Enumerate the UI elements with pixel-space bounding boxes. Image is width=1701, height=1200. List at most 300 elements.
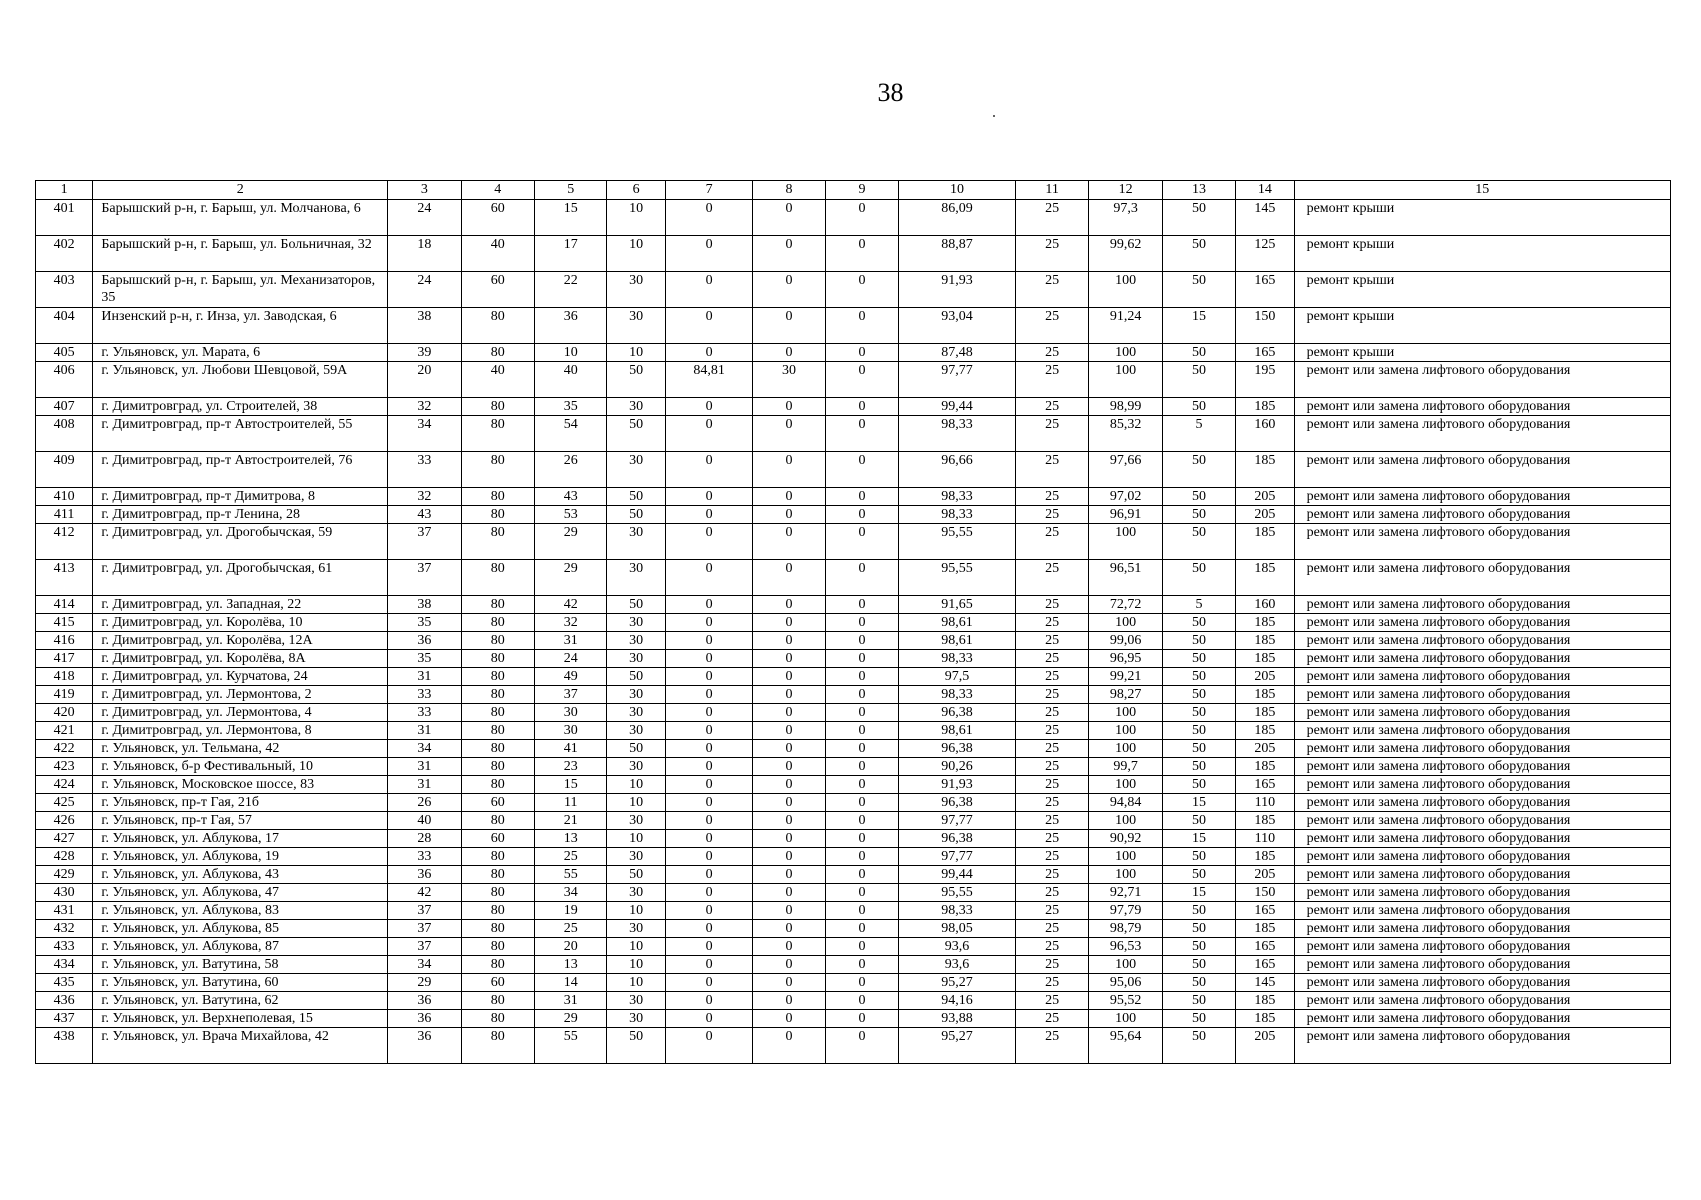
- cell-col-4: 80: [461, 1028, 534, 1064]
- cell-work-type: ремонт или замена лифтового оборудования: [1294, 686, 1670, 704]
- cell-col-9: 0: [825, 1010, 898, 1028]
- cell-col-11: 25: [1015, 632, 1088, 650]
- cell-col-6: 50: [607, 506, 665, 524]
- cell-col-3: 34: [388, 740, 461, 758]
- cell-address: г. Ульяновск, ул. Любови Шевцовой, 59А: [93, 362, 388, 398]
- cell-address: г. Ульяновск, ул. Ватутина, 60: [93, 974, 388, 992]
- cell-row-number: 412: [36, 524, 93, 560]
- cell-col-7: 0: [665, 668, 753, 686]
- cell-col-10: 98,33: [899, 506, 1016, 524]
- cell-col-4: 80: [461, 992, 534, 1010]
- cell-col-5: 36: [535, 308, 607, 344]
- cell-col-3: 31: [388, 758, 461, 776]
- cell-col-8: 0: [753, 830, 825, 848]
- cell-row-number: 423: [36, 758, 93, 776]
- cell-work-type: ремонт или замена лифтового оборудования: [1294, 884, 1670, 902]
- cell-col-14: 145: [1236, 974, 1294, 992]
- cell-col-7: 0: [665, 524, 753, 560]
- cell-col-5: 24: [535, 650, 607, 668]
- cell-col-5: 29: [535, 524, 607, 560]
- table-body: [36, 200, 1671, 1064]
- column-header-15: 15: [1294, 181, 1670, 200]
- cell-col-9: 0: [825, 974, 898, 992]
- cell-col-6: 50: [607, 362, 665, 398]
- cell-col-14: 185: [1236, 758, 1294, 776]
- cell-col-8: 0: [753, 704, 825, 722]
- cell-col-9: 0: [825, 506, 898, 524]
- cell-col-3: 24: [388, 272, 461, 308]
- cell-col-6: 30: [607, 1010, 665, 1028]
- cell-col-7: 0: [665, 992, 753, 1010]
- cell-col-14: 185: [1236, 722, 1294, 740]
- cell-col-8: 0: [753, 794, 825, 812]
- cell-col-9: 0: [825, 902, 898, 920]
- column-header-6: 6: [607, 181, 665, 200]
- cell-col-14: 205: [1236, 1028, 1294, 1064]
- table-row: [36, 686, 1671, 704]
- cell-col-7: 0: [665, 308, 753, 344]
- cell-col-4: 80: [461, 308, 534, 344]
- cell-row-number: 419: [36, 686, 93, 704]
- cell-col-6: 10: [607, 974, 665, 992]
- cell-col-9: 0: [825, 956, 898, 974]
- cell-row-number: 421: [36, 722, 93, 740]
- cell-col-10: 95,27: [899, 1028, 1016, 1064]
- cell-col-8: 0: [753, 686, 825, 704]
- cell-address: г. Ульяновск, ул. Ватутина, 62: [93, 992, 388, 1010]
- cell-col-12: 99,21: [1089, 668, 1162, 686]
- cell-col-14: 160: [1236, 596, 1294, 614]
- table-row: [36, 776, 1671, 794]
- cell-col-13: 50: [1162, 848, 1235, 866]
- cell-col-3: 31: [388, 668, 461, 686]
- cell-work-type: ремонт или замена лифтового оборудования: [1294, 524, 1670, 560]
- cell-work-type: ремонт или замена лифтового оборудования: [1294, 794, 1670, 812]
- cell-col-10: 98,33: [899, 650, 1016, 668]
- cell-col-6: 10: [607, 902, 665, 920]
- column-header-9: 9: [825, 181, 898, 200]
- cell-col-7: 0: [665, 1028, 753, 1064]
- cell-col-10: 96,38: [899, 740, 1016, 758]
- cell-work-type: ремонт или замена лифтового оборудования: [1294, 632, 1670, 650]
- cell-col-6: 30: [607, 704, 665, 722]
- cell-col-12: 100: [1089, 344, 1162, 362]
- cell-col-10: 90,26: [899, 758, 1016, 776]
- cell-col-9: 0: [825, 686, 898, 704]
- table-row: [36, 362, 1671, 398]
- cell-col-4: 80: [461, 866, 534, 884]
- cell-col-4: 80: [461, 740, 534, 758]
- cell-address: г. Димитровград, ул. Дрогобычская, 61: [93, 560, 388, 596]
- cell-col-12: 100: [1089, 704, 1162, 722]
- cell-col-7: 0: [665, 200, 753, 236]
- cell-row-number: 429: [36, 866, 93, 884]
- cell-col-14: 185: [1236, 524, 1294, 560]
- cell-col-10: 95,55: [899, 524, 1016, 560]
- cell-col-7: 0: [665, 722, 753, 740]
- cell-col-13: 50: [1162, 686, 1235, 704]
- cell-col-9: 0: [825, 344, 898, 362]
- table-row: [36, 866, 1671, 884]
- cell-row-number: 411: [36, 506, 93, 524]
- cell-col-14: 110: [1236, 830, 1294, 848]
- cell-col-4: 80: [461, 902, 534, 920]
- cell-col-11: 25: [1015, 650, 1088, 668]
- cell-col-3: 31: [388, 776, 461, 794]
- cell-col-14: 205: [1236, 866, 1294, 884]
- table-row: [36, 416, 1671, 452]
- cell-col-11: 25: [1015, 740, 1088, 758]
- cell-col-10: 98,61: [899, 722, 1016, 740]
- cell-col-13: 50: [1162, 632, 1235, 650]
- table-row: [36, 398, 1671, 416]
- cell-col-9: 0: [825, 362, 898, 398]
- column-header-12: 12: [1089, 181, 1162, 200]
- cell-col-4: 60: [461, 830, 534, 848]
- cell-col-9: 0: [825, 776, 898, 794]
- cell-col-9: 0: [825, 308, 898, 344]
- cell-row-number: 435: [36, 974, 93, 992]
- cell-col-10: 96,38: [899, 830, 1016, 848]
- cell-row-number: 413: [36, 560, 93, 596]
- cell-col-9: 0: [825, 794, 898, 812]
- cell-work-type: ремонт или замена лифтового оборудования: [1294, 920, 1670, 938]
- cell-col-11: 25: [1015, 830, 1088, 848]
- cell-work-type: ремонт или замена лифтового оборудования: [1294, 416, 1670, 452]
- cell-col-12: 100: [1089, 362, 1162, 398]
- cell-col-10: 97,5: [899, 668, 1016, 686]
- cell-col-13: 50: [1162, 920, 1235, 938]
- cell-col-11: 25: [1015, 416, 1088, 452]
- cell-col-4: 80: [461, 632, 534, 650]
- cell-col-3: 35: [388, 650, 461, 668]
- cell-col-5: 30: [535, 722, 607, 740]
- cell-col-12: 95,06: [1089, 974, 1162, 992]
- table-row: [36, 974, 1671, 992]
- cell-col-13: 50: [1162, 1010, 1235, 1028]
- cell-col-12: 99,7: [1089, 758, 1162, 776]
- cell-col-13: 5: [1162, 596, 1235, 614]
- cell-col-3: 34: [388, 416, 461, 452]
- table-row: [36, 272, 1671, 308]
- cell-address: г. Димитровград, ул. Западная, 22: [93, 596, 388, 614]
- cell-row-number: 425: [36, 794, 93, 812]
- cell-col-6: 30: [607, 650, 665, 668]
- cell-col-5: 11: [535, 794, 607, 812]
- cell-col-6: 10: [607, 776, 665, 794]
- cell-work-type: ремонт или замена лифтового оборудования: [1294, 902, 1670, 920]
- cell-col-3: 39: [388, 344, 461, 362]
- cell-address: г. Ульяновск, ул. Аблукова, 85: [93, 920, 388, 938]
- cell-row-number: 430: [36, 884, 93, 902]
- cell-col-8: 0: [753, 236, 825, 272]
- cell-col-13: 15: [1162, 794, 1235, 812]
- cell-col-14: 165: [1236, 938, 1294, 956]
- cell-row-number: 416: [36, 632, 93, 650]
- cell-work-type: ремонт или замена лифтового оборудования: [1294, 974, 1670, 992]
- cell-col-8: 0: [753, 632, 825, 650]
- table-row: [36, 704, 1671, 722]
- cell-col-3: 38: [388, 596, 461, 614]
- cell-col-7: 0: [665, 632, 753, 650]
- cell-col-5: 31: [535, 632, 607, 650]
- cell-col-9: 0: [825, 416, 898, 452]
- cell-col-5: 29: [535, 1010, 607, 1028]
- table-row: [36, 344, 1671, 362]
- cell-col-5: 55: [535, 1028, 607, 1064]
- cell-work-type: ремонт или замена лифтового оборудования: [1294, 398, 1670, 416]
- cell-col-10: 98,33: [899, 416, 1016, 452]
- cell-col-14: 185: [1236, 992, 1294, 1010]
- cell-col-4: 40: [461, 236, 534, 272]
- cell-col-12: 99,06: [1089, 632, 1162, 650]
- cell-col-14: 205: [1236, 740, 1294, 758]
- cell-row-number: 402: [36, 236, 93, 272]
- cell-row-number: 408: [36, 416, 93, 452]
- cell-col-9: 0: [825, 236, 898, 272]
- cell-col-11: 25: [1015, 974, 1088, 992]
- cell-col-12: 91,24: [1089, 308, 1162, 344]
- cell-address: г. Ульяновск, ул. Аблукова, 43: [93, 866, 388, 884]
- table-row: [36, 902, 1671, 920]
- cell-row-number: 415: [36, 614, 93, 632]
- cell-col-13: 50: [1162, 938, 1235, 956]
- cell-col-6: 10: [607, 794, 665, 812]
- cell-col-11: 25: [1015, 758, 1088, 776]
- cell-col-3: 43: [388, 506, 461, 524]
- cell-col-5: 25: [535, 848, 607, 866]
- cell-address: г. Ульяновск, Московское шоссе, 83: [93, 776, 388, 794]
- cell-col-6: 30: [607, 920, 665, 938]
- cell-row-number: 433: [36, 938, 93, 956]
- cell-col-3: 36: [388, 992, 461, 1010]
- cell-col-8: 0: [753, 398, 825, 416]
- table-row: [36, 668, 1671, 686]
- cell-row-number: 405: [36, 344, 93, 362]
- cell-col-11: 25: [1015, 1010, 1088, 1028]
- cell-col-9: 0: [825, 1028, 898, 1064]
- cell-address: г. Димитровград, пр-т Ленина, 28: [93, 506, 388, 524]
- cell-col-10: 98,61: [899, 614, 1016, 632]
- cell-col-3: 18: [388, 236, 461, 272]
- cell-col-7: 0: [665, 398, 753, 416]
- cell-col-5: 40: [535, 362, 607, 398]
- cell-col-5: 21: [535, 812, 607, 830]
- cell-col-7: 0: [665, 920, 753, 938]
- cell-col-14: 150: [1236, 308, 1294, 344]
- cell-row-number: 410: [36, 488, 93, 506]
- cell-col-14: 205: [1236, 668, 1294, 686]
- cell-col-10: 96,66: [899, 452, 1016, 488]
- table-row: [36, 938, 1671, 956]
- cell-col-14: 205: [1236, 506, 1294, 524]
- cell-col-13: 50: [1162, 740, 1235, 758]
- column-header-14: 14: [1236, 181, 1294, 200]
- cell-col-9: 0: [825, 452, 898, 488]
- cell-col-4: 40: [461, 362, 534, 398]
- cell-col-12: 99,62: [1089, 236, 1162, 272]
- cell-row-number: 418: [36, 668, 93, 686]
- cell-col-11: 25: [1015, 902, 1088, 920]
- cell-col-7: 0: [665, 416, 753, 452]
- cell-row-number: 417: [36, 650, 93, 668]
- cell-col-10: 95,27: [899, 974, 1016, 992]
- cell-col-11: 25: [1015, 398, 1088, 416]
- cell-col-6: 50: [607, 1028, 665, 1064]
- cell-col-4: 80: [461, 776, 534, 794]
- cell-address: г. Димитровград, ул. Королёва, 12А: [93, 632, 388, 650]
- cell-col-9: 0: [825, 596, 898, 614]
- cell-col-11: 25: [1015, 452, 1088, 488]
- cell-col-13: 50: [1162, 668, 1235, 686]
- cell-col-7: 0: [665, 740, 753, 758]
- cell-col-7: 0: [665, 902, 753, 920]
- cell-col-12: 100: [1089, 776, 1162, 794]
- cell-col-3: 31: [388, 722, 461, 740]
- cell-col-6: 50: [607, 668, 665, 686]
- column-header-10: 10: [899, 181, 1016, 200]
- cell-col-9: 0: [825, 740, 898, 758]
- cell-col-13: 50: [1162, 362, 1235, 398]
- cell-col-3: 28: [388, 830, 461, 848]
- cell-col-11: 25: [1015, 1028, 1088, 1064]
- cell-row-number: 422: [36, 740, 93, 758]
- cell-address: Инзенский р-н, г. Инза, ул. Заводская, 6: [93, 308, 388, 344]
- cell-col-13: 50: [1162, 452, 1235, 488]
- cell-col-11: 25: [1015, 866, 1088, 884]
- cell-col-5: 23: [535, 758, 607, 776]
- table-row: [36, 920, 1671, 938]
- cell-col-12: 98,99: [1089, 398, 1162, 416]
- cell-col-12: 97,02: [1089, 488, 1162, 506]
- cell-col-14: 165: [1236, 902, 1294, 920]
- cell-col-7: 0: [665, 686, 753, 704]
- cell-col-10: 99,44: [899, 398, 1016, 416]
- cell-col-9: 0: [825, 488, 898, 506]
- cell-col-12: 100: [1089, 848, 1162, 866]
- cell-col-6: 30: [607, 848, 665, 866]
- cell-col-14: 165: [1236, 272, 1294, 308]
- table-row: [36, 1028, 1671, 1064]
- cell-col-7: 0: [665, 650, 753, 668]
- cell-col-3: 33: [388, 452, 461, 488]
- cell-col-7: 0: [665, 938, 753, 956]
- cell-work-type: ремонт или замена лифтового оборудования: [1294, 848, 1670, 866]
- cell-col-5: 17: [535, 236, 607, 272]
- cell-col-6: 30: [607, 722, 665, 740]
- cell-col-14: 185: [1236, 1010, 1294, 1028]
- cell-col-12: 85,32: [1089, 416, 1162, 452]
- table-row: [36, 740, 1671, 758]
- cell-col-4: 80: [461, 758, 534, 776]
- cell-col-6: 30: [607, 272, 665, 308]
- cell-col-6: 30: [607, 992, 665, 1010]
- cell-col-3: 37: [388, 920, 461, 938]
- cell-col-13: 15: [1162, 308, 1235, 344]
- cell-col-4: 80: [461, 848, 534, 866]
- table-row: [36, 488, 1671, 506]
- cell-col-3: 32: [388, 488, 461, 506]
- cell-col-5: 13: [535, 956, 607, 974]
- cell-col-8: 0: [753, 524, 825, 560]
- cell-col-9: 0: [825, 668, 898, 686]
- cell-address: Барышский р-н, г. Барыш, ул. Больничная, 32: [93, 236, 388, 272]
- cell-col-14: 185: [1236, 704, 1294, 722]
- cell-col-13: 50: [1162, 1028, 1235, 1064]
- cell-col-8: 0: [753, 308, 825, 344]
- cell-col-12: 90,92: [1089, 830, 1162, 848]
- cell-col-4: 80: [461, 704, 534, 722]
- cell-row-number: 407: [36, 398, 93, 416]
- cell-col-5: 32: [535, 614, 607, 632]
- cell-col-12: 92,71: [1089, 884, 1162, 902]
- cell-col-11: 25: [1015, 956, 1088, 974]
- cell-col-8: 0: [753, 722, 825, 740]
- table-row: [36, 614, 1671, 632]
- cell-col-6: 10: [607, 236, 665, 272]
- cell-col-3: 37: [388, 524, 461, 560]
- cell-col-14: 150: [1236, 884, 1294, 902]
- cell-col-13: 50: [1162, 398, 1235, 416]
- cell-col-5: 14: [535, 974, 607, 992]
- cell-col-13: 50: [1162, 974, 1235, 992]
- cell-col-9: 0: [825, 398, 898, 416]
- cell-col-14: 185: [1236, 452, 1294, 488]
- cell-col-10: 98,61: [899, 632, 1016, 650]
- table-row: [36, 956, 1671, 974]
- cell-col-12: 96,51: [1089, 560, 1162, 596]
- table-row: [36, 884, 1671, 902]
- cell-col-10: 97,77: [899, 812, 1016, 830]
- cell-row-number: 432: [36, 920, 93, 938]
- cell-address: г. Димитровград, пр-т Автостроителей, 76: [93, 452, 388, 488]
- cell-col-8: 0: [753, 614, 825, 632]
- cell-col-11: 25: [1015, 200, 1088, 236]
- cell-col-4: 80: [461, 956, 534, 974]
- cell-col-5: 26: [535, 452, 607, 488]
- cell-col-14: 165: [1236, 956, 1294, 974]
- cell-col-12: 100: [1089, 722, 1162, 740]
- cell-row-number: 420: [36, 704, 93, 722]
- cell-col-11: 25: [1015, 992, 1088, 1010]
- cell-row-number: 436: [36, 992, 93, 1010]
- cell-col-4: 60: [461, 200, 534, 236]
- cell-col-10: 99,44: [899, 866, 1016, 884]
- cell-col-13: 50: [1162, 902, 1235, 920]
- cell-col-14: 185: [1236, 920, 1294, 938]
- cell-col-6: 50: [607, 488, 665, 506]
- cell-address: г. Димитровград, ул. Строителей, 38: [93, 398, 388, 416]
- cell-col-9: 0: [825, 830, 898, 848]
- cell-work-type: ремонт или замена лифтового оборудования: [1294, 956, 1670, 974]
- cell-col-3: 36: [388, 866, 461, 884]
- cell-row-number: 427: [36, 830, 93, 848]
- cell-col-7: 0: [665, 830, 753, 848]
- cell-col-9: 0: [825, 992, 898, 1010]
- cell-col-7: 0: [665, 812, 753, 830]
- cell-col-3: 32: [388, 398, 461, 416]
- cell-col-11: 25: [1015, 920, 1088, 938]
- table-row: [36, 506, 1671, 524]
- cell-col-8: 0: [753, 938, 825, 956]
- cell-col-11: 25: [1015, 308, 1088, 344]
- cell-col-3: 42: [388, 884, 461, 902]
- cell-address: г. Димитровград, ул. Королёва, 8А: [93, 650, 388, 668]
- cell-col-11: 25: [1015, 236, 1088, 272]
- cell-col-7: 0: [665, 866, 753, 884]
- cell-col-3: 20: [388, 362, 461, 398]
- cell-col-11: 25: [1015, 722, 1088, 740]
